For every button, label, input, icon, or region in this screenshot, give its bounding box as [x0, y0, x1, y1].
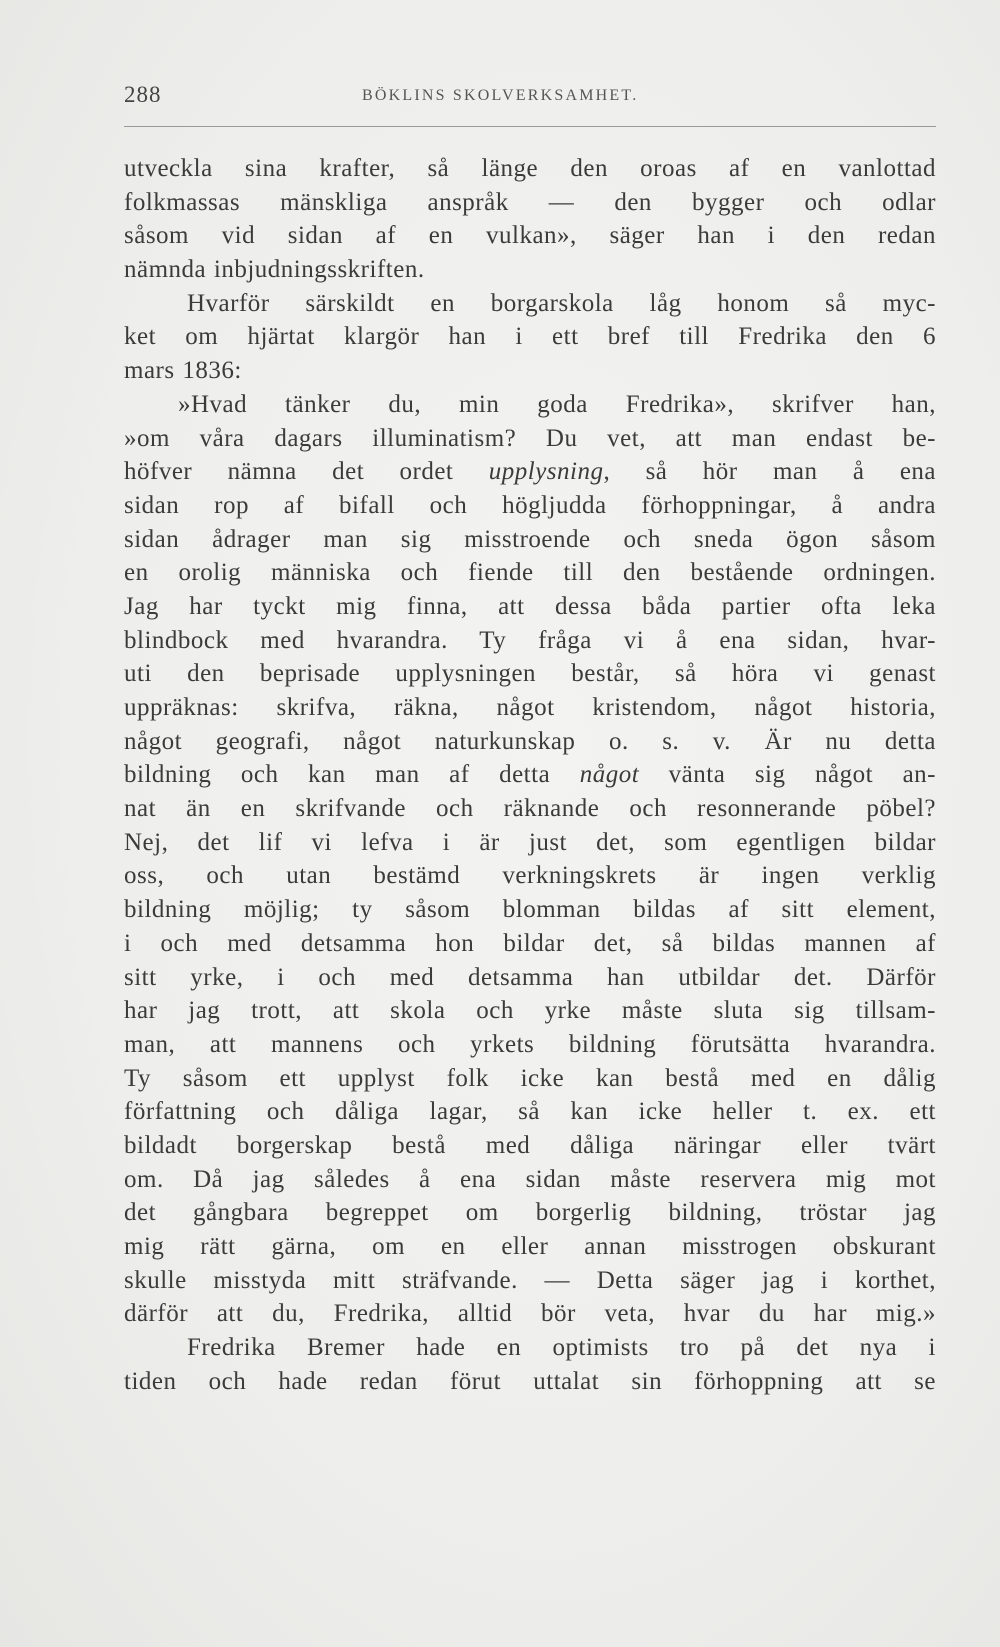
- text-line: man, att mannens och yrkets bildning förutsätta hvarandra.: [124, 1030, 936, 1058]
- text-line: bildning möjlig; ty såsom blomman bildas af sitt element,: [124, 896, 936, 924]
- text-line: sidan rop af bifall och högljudda förhoppningar, å andra: [124, 491, 936, 519]
- text-line: nat än en skrifvande och räknande och resonnerande pöbel?: [124, 795, 936, 823]
- text-line: blindbock med hvarandra. Ty fråga vi å ena sidan, hvar-: [124, 626, 936, 654]
- line-segment: höfver nämna det ordet: [124, 458, 489, 486]
- text-line: »om våra dagars illuminatism? Du vet, att man endast be-: [124, 424, 936, 452]
- text-line: i och med detsamma hon bildar det, så bildas mannen af: [124, 929, 936, 957]
- header-rule: [124, 126, 936, 127]
- text-line: författning och dåliga lagar, så kan icke heller t. ex. ett: [124, 1098, 936, 1126]
- text-line: såsom vid sidan af en vulkan», säger han i den redan: [124, 222, 936, 250]
- text-line: Nej, det lif vi lefva i är just det, som egentligen bildar: [124, 828, 936, 856]
- body-text: [124, 152, 936, 1398]
- line-segment: vänta sig något an-: [639, 761, 937, 789]
- text-line: sidan ådrager man sig misstroende och sneda ögon såsom: [124, 525, 936, 553]
- text-line: nämnda inbjudningsskriften.: [124, 256, 425, 284]
- page-header: [124, 82, 936, 116]
- line-segment: bildning och kan man af detta: [124, 761, 580, 789]
- text-line: det gångbara begreppet om borgerlig bildning, tröstar jag: [124, 1199, 936, 1227]
- emphasis-upplysning: upplysning: [488, 458, 604, 486]
- text-line: mars 1836:: [124, 357, 242, 385]
- text-line: en orolig människa och fiende till den bestående ordningen.: [124, 559, 936, 587]
- page-number: 288: [124, 82, 162, 107]
- emphasis-nagot: något: [579, 761, 640, 789]
- text-line: om. Då jag således å ena sidan måste reservera mig mot: [124, 1165, 936, 1193]
- text-line: uppräknas: skrifva, räkna, något kristendom, något historia,: [124, 694, 936, 721]
- text-line: oss, och utan bestämd verkningskrets är ingen verklig: [124, 862, 936, 890]
- text-line: sitt yrke, i och med detsamma han utbildar det. Därför: [124, 963, 936, 991]
- text-line: något geografi, något naturkunskap o. s. v. Är nu detta: [124, 727, 936, 755]
- text-line: [124, 758, 936, 792]
- text-line: därför att du, Fredrika, alltid bör veta, hvar du har mig.»: [124, 1300, 936, 1328]
- running-head: BÖKLINS SKOLVERKSAMHET.: [362, 87, 639, 104]
- text-line: mig rätt gärna, om en eller annan misstrogen obskurant: [124, 1233, 936, 1260]
- text-line: har jag trott, att skola och yrke måste sluta sig tillsam-: [124, 997, 936, 1025]
- text-line: tiden och hade redan förut uttalat sin förhoppning att se: [124, 1367, 936, 1395]
- text-line: uti den beprisade upplysningen består, så höra vi genast: [124, 660, 936, 688]
- text-line: bildadt borgerskap bestå med dåliga näringar eller tvärt: [124, 1131, 936, 1159]
- paragraph-start-line: Hvarför särskildt en borgarskola låg honom så myc-: [187, 289, 936, 317]
- text-line: Ty såsom ett upplyst folk icke kan bestå med en dålig: [124, 1064, 936, 1092]
- line-segment: , så hör man å ena: [603, 458, 937, 486]
- paragraph-start-line: Fredrika Bremer hade en optimists tro på det nya i: [187, 1334, 936, 1362]
- text-line: folkmassas mänskliga anspråk — den bygger och odlar: [124, 188, 936, 216]
- text-line: utveckla sina krafter, så länge den oroas af en vanlottad: [124, 155, 936, 182]
- text-line: Jag har tyckt mig finna, att dessa båda partier ofta leka: [124, 592, 936, 620]
- quote-start-line: »Hvad tänker du, min goda Fredrika», skrifver han,: [178, 390, 936, 418]
- text-line: [124, 455, 936, 489]
- text-line: ket om hjärtat klargör han i ett bref till Fredrika den 6: [124, 323, 936, 351]
- text-line: skulle misstyda mitt sträfvande. — Detta säger jag i korthet,: [124, 1266, 936, 1294]
